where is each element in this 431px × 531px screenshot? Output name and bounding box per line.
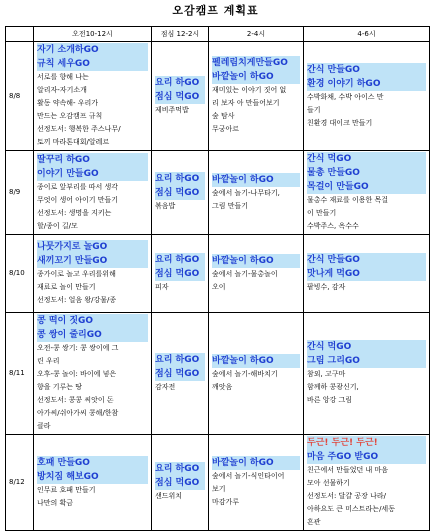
table-row	[6, 42, 430, 151]
activity-detail: 들기	[307, 105, 321, 114]
activity-heading: 나뭇가지로 놀GO	[37, 240, 148, 254]
activity-heading: 요리 하GO	[155, 353, 205, 367]
date-cell: 8/12	[6, 435, 34, 531]
activity-heading: 바깥놀이 하GO	[212, 254, 300, 268]
activity-detail: 보기	[212, 485, 226, 493]
afternoon1-cell	[209, 42, 304, 151]
afternoon1-cell	[209, 235, 304, 313]
activity-heading: 콩 떡이 짓GO	[37, 314, 148, 328]
activity-heading: 새끼꼬기 만들GO	[37, 254, 148, 268]
activity-heading: 마음 주GO 받GO	[307, 450, 426, 464]
activity-heading: 간식 먹GO	[307, 152, 426, 166]
table-row	[6, 235, 430, 313]
activity-heading: 바깥놀이 하GO	[212, 173, 300, 187]
activity-detail: 수박주스, 옥수수	[307, 222, 359, 230]
activity-heading: 점심 먹GO	[155, 267, 205, 281]
afternoon1-cell	[209, 313, 304, 435]
activity-detail: 알리자-자기소개	[37, 86, 87, 94]
lunch-cell	[152, 435, 209, 531]
activity-detail: 볶음밥	[155, 202, 176, 210]
activity-heading: 바깥놀이 하GO	[212, 70, 300, 84]
date-cell: 8/11	[6, 313, 34, 435]
activity-detail: 선정도서: 생명을 지키는	[37, 208, 112, 217]
activity-detail: 할/종이 길/모	[37, 221, 78, 230]
morning-cell	[34, 42, 152, 151]
activity-heading: 이야기 만들GO	[37, 167, 148, 181]
activity-heading: 간식 먹GO	[307, 340, 426, 354]
activity-heading: 규칙 세우GO	[37, 57, 148, 71]
activity-heading: 바깥놀이 하GO	[212, 456, 300, 470]
activity-heading: 방치짐 해보GO	[37, 470, 148, 484]
activity-detail: 선정도서: 콩콩 씨앗이 돈	[37, 396, 114, 404]
activity-detail: 피자	[155, 283, 169, 291]
header-cell-morning: 오전10-12시	[34, 27, 152, 42]
activity-heading: 호패 만들GO	[37, 456, 148, 470]
activity-heading: 환경 이야기 하GO	[307, 77, 426, 91]
activity-heading: 점심 먹GO	[155, 90, 205, 104]
header-cell-afternoon1: 2-4시	[209, 27, 304, 42]
afternoon2-cell	[304, 435, 430, 531]
activity-detail: 만드는 오감캠프 규칙	[37, 112, 103, 120]
date-cell: 8/8	[6, 42, 34, 151]
activity-detail: 수박화채, 수박 아이스 만	[307, 92, 384, 101]
activity-detail: 오전-콩 쌍기: 콩 쌍이에 그	[37, 344, 119, 352]
activity-detail: 제비주먹밥	[155, 105, 189, 114]
header-row	[6, 27, 430, 42]
header-cell-blank	[6, 27, 34, 42]
lunch-cell	[152, 151, 209, 235]
afternoon2-cell	[304, 151, 430, 235]
afternoon2-cell	[304, 235, 430, 313]
activity-heading: 펠레림치게만들GO	[212, 56, 300, 70]
date-cell: 8/9	[6, 151, 34, 235]
activity-detail: 숲에서 놀기-나무타기,	[212, 188, 280, 197]
activity-heading: 간식 만들GO	[307, 253, 426, 267]
lunch-cell	[152, 313, 209, 435]
activity-detail: 숲에서 놀기-해바치기	[212, 369, 278, 378]
activity-detail: 종가이로 놀고 우리를위해	[37, 270, 116, 278]
activity-detail: 재료로 놀이 만들기	[37, 283, 96, 291]
activity-detail: 아하요도 큰 미스트라는/세동	[307, 505, 395, 513]
activity-detail: 마감가루	[212, 498, 240, 506]
activity-heading: 요리 하GO	[155, 462, 205, 476]
morning-cell	[34, 313, 152, 435]
activity-heading: 그림 그리GO	[307, 354, 426, 368]
header-cell-lunch: 점심 12-2시	[152, 27, 209, 42]
lunch-cell	[152, 42, 209, 151]
activity-detail: 오후-콩 놀이: 바이에 넣은	[37, 370, 117, 378]
afternoon2-cell	[304, 42, 430, 151]
activity-detail: 린 우리	[37, 357, 60, 365]
activity-detail: 모아 선물하기	[307, 479, 350, 487]
schedule-table	[5, 26, 430, 531]
activity-detail: 클라	[37, 422, 51, 430]
activity-detail: 무엇이 생어 아이기 만들기	[37, 195, 119, 204]
activity-detail: 종이로 앞부리를 따서 생각	[37, 182, 119, 191]
activity-heading: 목걸이 만들GO	[307, 180, 426, 194]
activity-detail: 나만의 확금	[37, 498, 74, 507]
activity-detail: 인무료 호패 만들기	[37, 485, 96, 494]
activity-detail: 물총수 재료를 이용한 목걸	[307, 196, 389, 204]
activity-detail: 바른 앙강 그림	[307, 396, 353, 404]
activity-heading: 요리 하GO	[155, 172, 205, 186]
activity-heading: 점심 먹GO	[155, 476, 205, 490]
activity-detail: 재미있는 이야기 짓어 없	[212, 86, 287, 94]
activity-detail: 숲 탐사	[212, 112, 235, 120]
morning-cell	[34, 151, 152, 235]
activity-detail: 참외, 고구마	[307, 370, 346, 378]
table-row	[6, 151, 430, 235]
afternoon2-cell	[304, 313, 430, 435]
activity-heading: 바깥놀이 하GO	[212, 354, 300, 368]
activity-heading: 콩 쌍이 줄리GO	[37, 328, 148, 342]
morning-cell	[34, 435, 152, 531]
date-cell: 8/10	[6, 235, 34, 313]
activity-detail: 활동 약속해- 우리가	[37, 99, 99, 107]
activity-detail: 아가씨/쉬아가씨 콩해/한참	[37, 409, 119, 417]
activity-heading: 맛나게 먹GO	[307, 267, 426, 281]
activity-detail: 오이	[212, 282, 226, 291]
table-row	[6, 435, 430, 531]
activity-detail: 숲에서 놀기-물총놀이	[212, 269, 278, 278]
activity-heading: 점심 먹GO	[155, 186, 205, 200]
activity-heading: 딸꾸리 하GO	[37, 153, 148, 167]
activity-detail: 깨앗음	[212, 382, 233, 391]
activity-detail: 숲에서 놀기-식인타이어	[212, 472, 285, 480]
activity-heading: 물총 만들GO	[307, 166, 426, 180]
activity-detail: 무궁아르	[212, 125, 240, 133]
header-cell-afternoon2: 4-6시	[304, 27, 430, 42]
activity-detail: 그림 만들기	[212, 201, 249, 210]
activity-detail: 샌드위치	[155, 492, 183, 500]
activity-detail: 친환경 대이크 만들기	[307, 118, 373, 127]
afternoon1-cell	[209, 151, 304, 235]
table-row	[6, 313, 430, 435]
activity-detail: 이 만들기	[307, 209, 337, 217]
activity-heading: 자기 소개하GO	[37, 43, 148, 57]
activity-heading: 요리 하GO	[155, 253, 205, 267]
activity-detail: 팥빙수, 감자	[307, 283, 346, 291]
activity-heading: 간식 만들GO	[307, 63, 426, 77]
activity-heading: 점심 먹GO	[155, 367, 205, 381]
afternoon1-cell	[209, 435, 304, 531]
activity-detail: 함께하 콩광신기,	[307, 383, 359, 391]
lunch-cell	[152, 235, 209, 313]
activity-detail: 선정도서: 얼음 왕/강물/종	[37, 296, 117, 304]
activity-detail: 향을 기루는 땅	[37, 383, 83, 391]
activity-detail: 친근에서 만들었던 내 마음	[307, 466, 389, 474]
activity-detail: 흔관	[307, 518, 321, 526]
activity-detail: 서로를 향해 나는	[37, 73, 89, 81]
activity-detail: 선정도서: 달걀 공장 나라/	[307, 492, 387, 500]
page-title: 오감캠프 계획표	[172, 4, 259, 17]
activity-heading: 요리 하GO	[155, 76, 205, 90]
activity-detail: 리 보자 아 만들어보기	[212, 99, 280, 107]
activity-detail: 토끼 마라톤대회/알레르	[37, 138, 110, 146]
highlight-heading: 두근! 두근! 두근!	[307, 436, 426, 450]
morning-cell	[34, 235, 152, 313]
activity-detail: 선정도서: 행복한 주스나무/	[37, 125, 121, 133]
activity-detail: 감자전	[155, 383, 176, 391]
